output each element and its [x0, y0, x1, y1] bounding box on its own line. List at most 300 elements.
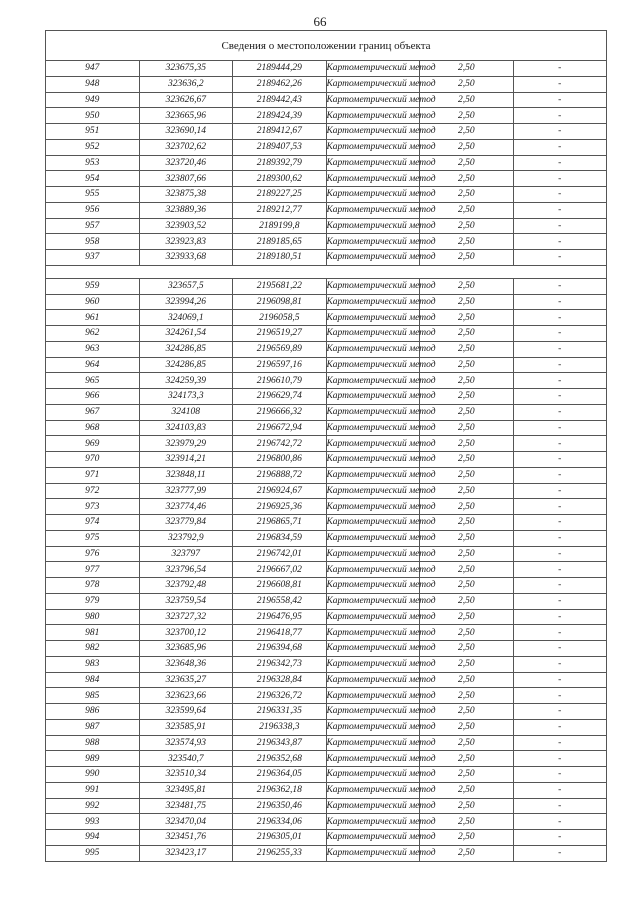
table-row — [46, 404, 607, 420]
method-cell: Картометрический метод — [326, 155, 420, 171]
x-coordinate-cell: 323626,67 — [139, 92, 233, 108]
x-coordinate-cell: 323759,54 — [139, 593, 233, 609]
note-cell: - — [513, 530, 607, 546]
x-coordinate-cell: 323675,35 — [139, 61, 233, 77]
x-coordinate-cell: 323665,96 — [139, 108, 233, 124]
accuracy-cell: 2,50 — [420, 278, 514, 294]
table-row — [46, 814, 607, 830]
y-coordinate-cell: 2196888,72 — [233, 467, 327, 483]
table-row — [46, 483, 607, 499]
y-coordinate-cell: 2189462,26 — [233, 76, 327, 92]
y-coordinate-cell: 2196558,42 — [233, 593, 327, 609]
group-separator-cell — [46, 265, 607, 278]
accuracy-cell: 2,50 — [420, 310, 514, 326]
x-coordinate-cell: 323635,27 — [139, 672, 233, 688]
x-coordinate-cell: 323792,48 — [139, 578, 233, 594]
table-row — [46, 278, 607, 294]
accuracy-cell: 2,50 — [420, 562, 514, 578]
accuracy-cell: 2,50 — [420, 124, 514, 140]
method-cell: Картометрический метод — [326, 171, 420, 187]
method-cell: Картометрический метод — [326, 688, 420, 704]
accuracy-cell: 2,50 — [420, 735, 514, 751]
point-number-cell: 956 — [46, 202, 140, 218]
accuracy-cell: 2,50 — [420, 341, 514, 357]
method-cell: Картометрический метод — [326, 92, 420, 108]
accuracy-cell: 2,50 — [420, 452, 514, 468]
y-coordinate-cell: 2196924,67 — [233, 483, 327, 499]
accuracy-cell: 2,50 — [420, 76, 514, 92]
note-cell: - — [513, 719, 607, 735]
point-number-cell: 969 — [46, 436, 140, 452]
accuracy-cell: 2,50 — [420, 845, 514, 861]
point-number-cell: 984 — [46, 672, 140, 688]
note-cell: - — [513, 218, 607, 234]
note-cell: - — [513, 578, 607, 594]
point-number-cell: 976 — [46, 546, 140, 562]
x-coordinate-cell: 323727,32 — [139, 609, 233, 625]
point-number-cell: 982 — [46, 641, 140, 657]
y-coordinate-cell: 2196742,72 — [233, 436, 327, 452]
accuracy-cell: 2,50 — [420, 578, 514, 594]
table-row — [46, 499, 607, 515]
table-row — [46, 656, 607, 672]
table-title: Сведения о местоположении границ объекта — [46, 31, 607, 61]
method-cell: Картометрический метод — [326, 609, 420, 625]
page-number: 66 — [313, 14, 327, 29]
note-cell: - — [513, 187, 607, 203]
x-coordinate-cell: 323779,84 — [139, 515, 233, 531]
y-coordinate-cell: 2189424,39 — [233, 108, 327, 124]
y-coordinate-cell: 2196742,01 — [233, 546, 327, 562]
note-cell: - — [513, 688, 607, 704]
table-row — [46, 609, 607, 625]
accuracy-cell: 2,50 — [420, 187, 514, 203]
note-cell: - — [513, 310, 607, 326]
table-row — [46, 515, 607, 531]
note-cell: - — [513, 625, 607, 641]
table-row — [46, 108, 607, 124]
y-coordinate-cell: 2196610,79 — [233, 373, 327, 389]
table-row — [46, 688, 607, 704]
accuracy-cell: 2,50 — [420, 139, 514, 155]
note-cell: - — [513, 593, 607, 609]
point-number-cell: 947 — [46, 61, 140, 77]
table-row — [46, 530, 607, 546]
boundary-coordinates-table — [45, 30, 607, 862]
point-number-cell: 950 — [46, 108, 140, 124]
x-coordinate-cell: 323510,34 — [139, 767, 233, 783]
x-coordinate-cell: 323540,7 — [139, 751, 233, 767]
note-cell: - — [513, 767, 607, 783]
note-cell: - — [513, 108, 607, 124]
method-cell: Картометрический метод — [326, 830, 420, 846]
y-coordinate-cell: 2196666,32 — [233, 404, 327, 420]
note-cell: - — [513, 250, 607, 266]
table-row — [46, 735, 607, 751]
method-cell: Картометрический метод — [326, 218, 420, 234]
note-cell: - — [513, 278, 607, 294]
point-number-cell: 992 — [46, 798, 140, 814]
table-row — [46, 782, 607, 798]
accuracy-cell: 2,50 — [420, 483, 514, 499]
point-number-cell: 989 — [46, 751, 140, 767]
y-coordinate-cell: 2196865,71 — [233, 515, 327, 531]
table-row — [46, 357, 607, 373]
note-cell: - — [513, 499, 607, 515]
table-row — [46, 294, 607, 310]
method-cell: Картометрический метод — [326, 326, 420, 342]
accuracy-cell: 2,50 — [420, 593, 514, 609]
point-number-cell: 993 — [46, 814, 140, 830]
x-coordinate-cell: 324108 — [139, 404, 233, 420]
y-coordinate-cell: 2196608,81 — [233, 578, 327, 594]
note-cell: - — [513, 139, 607, 155]
x-coordinate-cell: 324259,39 — [139, 373, 233, 389]
method-cell: Картометрический метод — [326, 139, 420, 155]
note-cell: - — [513, 404, 607, 420]
table-row — [46, 139, 607, 155]
note-cell: - — [513, 357, 607, 373]
method-cell: Картометрический метод — [326, 202, 420, 218]
method-cell: Картометрический метод — [326, 499, 420, 515]
y-coordinate-cell: 2196352,68 — [233, 751, 327, 767]
point-number-cell: 988 — [46, 735, 140, 751]
x-coordinate-cell: 324286,85 — [139, 357, 233, 373]
x-coordinate-cell: 323933,68 — [139, 250, 233, 266]
x-coordinate-cell: 323700,12 — [139, 625, 233, 641]
point-number-cell: 959 — [46, 278, 140, 294]
x-coordinate-cell: 323848,11 — [139, 467, 233, 483]
note-cell: - — [513, 546, 607, 562]
table-row — [46, 767, 607, 783]
table-title-row — [46, 31, 607, 61]
method-cell: Картометрический метод — [326, 234, 420, 250]
y-coordinate-cell: 2196058,5 — [233, 310, 327, 326]
point-number-cell: 974 — [46, 515, 140, 531]
table-row — [46, 578, 607, 594]
point-number-cell: 960 — [46, 294, 140, 310]
point-number-cell: 953 — [46, 155, 140, 171]
point-number-cell: 971 — [46, 467, 140, 483]
note-cell: - — [513, 704, 607, 720]
table-row — [46, 641, 607, 657]
table-row — [46, 467, 607, 483]
y-coordinate-cell: 2189199,8 — [233, 218, 327, 234]
y-coordinate-cell: 2196326,72 — [233, 688, 327, 704]
x-coordinate-cell: 323495,81 — [139, 782, 233, 798]
accuracy-cell: 2,50 — [420, 467, 514, 483]
y-coordinate-cell: 2196629,74 — [233, 389, 327, 405]
point-number-cell: 991 — [46, 782, 140, 798]
table-row — [46, 171, 607, 187]
accuracy-cell: 2,50 — [420, 61, 514, 77]
note-cell: - — [513, 326, 607, 342]
point-number-cell: 937 — [46, 250, 140, 266]
y-coordinate-cell: 2189407,53 — [233, 139, 327, 155]
method-cell: Картометрический метод — [326, 530, 420, 546]
accuracy-cell: 2,50 — [420, 688, 514, 704]
x-coordinate-cell: 323470,04 — [139, 814, 233, 830]
note-cell: - — [513, 294, 607, 310]
method-cell: Картометрический метод — [326, 436, 420, 452]
point-number-cell: 995 — [46, 845, 140, 861]
accuracy-cell: 2,50 — [420, 234, 514, 250]
y-coordinate-cell: 2196476,95 — [233, 609, 327, 625]
table-row — [46, 373, 607, 389]
accuracy-cell: 2,50 — [420, 499, 514, 515]
accuracy-cell: 2,50 — [420, 420, 514, 436]
table-row — [46, 389, 607, 405]
point-number-cell: 990 — [46, 767, 140, 783]
x-coordinate-cell: 323797 — [139, 546, 233, 562]
accuracy-cell: 2,50 — [420, 751, 514, 767]
point-number-cell: 983 — [46, 656, 140, 672]
accuracy-cell: 2,50 — [420, 294, 514, 310]
method-cell: Картометрический метод — [326, 278, 420, 294]
note-cell: - — [513, 609, 607, 625]
y-coordinate-cell: 2189212,77 — [233, 202, 327, 218]
y-coordinate-cell: 2189185,65 — [233, 234, 327, 250]
method-cell: Картометрический метод — [326, 641, 420, 657]
method-cell: Картометрический метод — [326, 61, 420, 77]
method-cell: Картометрический метод — [326, 452, 420, 468]
y-coordinate-cell: 2196834,59 — [233, 530, 327, 546]
x-coordinate-cell: 323657,5 — [139, 278, 233, 294]
x-coordinate-cell: 323685,96 — [139, 641, 233, 657]
point-number-cell: 975 — [46, 530, 140, 546]
table-row — [46, 845, 607, 861]
point-number-cell: 968 — [46, 420, 140, 436]
method-cell: Картометрический метод — [326, 515, 420, 531]
accuracy-cell: 2,50 — [420, 155, 514, 171]
method-cell: Картометрический метод — [326, 704, 420, 720]
y-coordinate-cell: 2195681,22 — [233, 278, 327, 294]
method-cell: Картометрический метод — [326, 578, 420, 594]
note-cell: - — [513, 798, 607, 814]
y-coordinate-cell: 2196342,73 — [233, 656, 327, 672]
x-coordinate-cell: 323636,2 — [139, 76, 233, 92]
y-coordinate-cell: 2189180,51 — [233, 250, 327, 266]
y-coordinate-cell: 2189392,79 — [233, 155, 327, 171]
accuracy-cell: 2,50 — [420, 250, 514, 266]
table-row — [46, 546, 607, 562]
point-number-cell: 973 — [46, 499, 140, 515]
x-coordinate-cell: 323574,93 — [139, 735, 233, 751]
x-coordinate-cell: 324103,83 — [139, 420, 233, 436]
y-coordinate-cell: 2196800,86 — [233, 452, 327, 468]
accuracy-cell: 2,50 — [420, 656, 514, 672]
method-cell: Картометрический метод — [326, 483, 420, 499]
x-coordinate-cell: 324286,85 — [139, 341, 233, 357]
method-cell: Картометрический метод — [326, 357, 420, 373]
y-coordinate-cell: 2196364,05 — [233, 767, 327, 783]
method-cell: Картометрический метод — [326, 719, 420, 735]
note-cell: - — [513, 814, 607, 830]
y-coordinate-cell: 2196394,68 — [233, 641, 327, 657]
y-coordinate-cell: 2189300,62 — [233, 171, 327, 187]
point-number-cell: 961 — [46, 310, 140, 326]
x-coordinate-cell: 323923,83 — [139, 234, 233, 250]
method-cell: Картометрический метод — [326, 735, 420, 751]
table-row — [46, 751, 607, 767]
point-number-cell: 967 — [46, 404, 140, 420]
table-row — [46, 326, 607, 342]
note-cell: - — [513, 234, 607, 250]
table-row — [46, 310, 607, 326]
x-coordinate-cell: 323599,64 — [139, 704, 233, 720]
note-cell: - — [513, 751, 607, 767]
method-cell: Картометрический метод — [326, 420, 420, 436]
table-row — [46, 341, 607, 357]
note-cell: - — [513, 61, 607, 77]
accuracy-cell: 2,50 — [420, 357, 514, 373]
x-coordinate-cell: 324261,54 — [139, 326, 233, 342]
note-cell: - — [513, 483, 607, 499]
note-cell: - — [513, 656, 607, 672]
point-number-cell: 978 — [46, 578, 140, 594]
y-coordinate-cell: 2196667,02 — [233, 562, 327, 578]
table-row — [46, 420, 607, 436]
point-number-cell: 965 — [46, 373, 140, 389]
method-cell: Картометрический метод — [326, 389, 420, 405]
table-row — [46, 92, 607, 108]
accuracy-cell: 2,50 — [420, 515, 514, 531]
note-cell: - — [513, 452, 607, 468]
accuracy-cell: 2,50 — [420, 436, 514, 452]
accuracy-cell: 2,50 — [420, 326, 514, 342]
method-cell: Картометрический метод — [326, 341, 420, 357]
method-cell: Картометрический метод — [326, 656, 420, 672]
x-coordinate-cell: 323875,38 — [139, 187, 233, 203]
table-row — [46, 124, 607, 140]
y-coordinate-cell: 2189412,67 — [233, 124, 327, 140]
y-coordinate-cell: 2196418,77 — [233, 625, 327, 641]
note-cell: - — [513, 202, 607, 218]
point-number-cell: 977 — [46, 562, 140, 578]
table-row — [46, 593, 607, 609]
table-row — [46, 234, 607, 250]
y-coordinate-cell: 2196305,01 — [233, 830, 327, 846]
table-row — [46, 830, 607, 846]
accuracy-cell: 2,50 — [420, 404, 514, 420]
method-cell: Картометрический метод — [326, 593, 420, 609]
point-number-cell: 958 — [46, 234, 140, 250]
point-number-cell: 985 — [46, 688, 140, 704]
y-coordinate-cell: 2196338,3 — [233, 719, 327, 735]
x-coordinate-cell: 323451,76 — [139, 830, 233, 846]
point-number-cell: 952 — [46, 139, 140, 155]
note-cell: - — [513, 92, 607, 108]
point-number-cell: 966 — [46, 389, 140, 405]
accuracy-cell: 2,50 — [420, 530, 514, 546]
method-cell: Картометрический метод — [326, 546, 420, 562]
x-coordinate-cell: 323690,14 — [139, 124, 233, 140]
accuracy-cell: 2,50 — [420, 625, 514, 641]
table-row — [46, 76, 607, 92]
x-coordinate-cell: 323796,54 — [139, 562, 233, 578]
point-number-cell: 949 — [46, 92, 140, 108]
y-coordinate-cell: 2196519,27 — [233, 326, 327, 342]
note-cell: - — [513, 76, 607, 92]
x-coordinate-cell: 323807,66 — [139, 171, 233, 187]
accuracy-cell: 2,50 — [420, 814, 514, 830]
table-row — [46, 202, 607, 218]
x-coordinate-cell: 323585,91 — [139, 719, 233, 735]
method-cell: Картометрический метод — [326, 814, 420, 830]
table-row — [46, 218, 607, 234]
y-coordinate-cell: 2189444,29 — [233, 61, 327, 77]
method-cell: Картометрический метод — [326, 467, 420, 483]
method-cell: Картометрический метод — [326, 294, 420, 310]
x-coordinate-cell: 323774,46 — [139, 499, 233, 515]
table-row — [46, 798, 607, 814]
point-number-cell: 955 — [46, 187, 140, 203]
method-cell: Картометрический метод — [326, 373, 420, 389]
x-coordinate-cell: 323979,29 — [139, 436, 233, 452]
y-coordinate-cell: 2196334,06 — [233, 814, 327, 830]
table-row — [46, 704, 607, 720]
note-cell: - — [513, 171, 607, 187]
accuracy-cell: 2,50 — [420, 389, 514, 405]
accuracy-cell: 2,50 — [420, 672, 514, 688]
note-cell: - — [513, 389, 607, 405]
table-row — [46, 719, 607, 735]
x-coordinate-cell: 324173,3 — [139, 389, 233, 405]
point-number-cell: 963 — [46, 341, 140, 357]
x-coordinate-cell: 323423,17 — [139, 845, 233, 861]
accuracy-cell: 2,50 — [420, 719, 514, 735]
point-number-cell: 948 — [46, 76, 140, 92]
table-row — [46, 436, 607, 452]
table-row — [46, 250, 607, 266]
method-cell: Картометрический метод — [326, 782, 420, 798]
y-coordinate-cell: 2196597,16 — [233, 357, 327, 373]
y-coordinate-cell: 2196672,94 — [233, 420, 327, 436]
x-coordinate-cell: 323777,99 — [139, 483, 233, 499]
note-cell: - — [513, 436, 607, 452]
note-cell: - — [513, 124, 607, 140]
method-cell: Картометрический метод — [326, 76, 420, 92]
accuracy-cell: 2,50 — [420, 218, 514, 234]
note-cell: - — [513, 467, 607, 483]
method-cell: Картометрический метод — [326, 404, 420, 420]
y-coordinate-cell: 2196569,89 — [233, 341, 327, 357]
note-cell: - — [513, 562, 607, 578]
point-number-cell: 979 — [46, 593, 140, 609]
method-cell: Картометрический метод — [326, 250, 420, 266]
table-row — [46, 625, 607, 641]
method-cell: Картометрический метод — [326, 108, 420, 124]
accuracy-cell: 2,50 — [420, 373, 514, 389]
note-cell: - — [513, 515, 607, 531]
x-coordinate-cell: 323903,52 — [139, 218, 233, 234]
note-cell: - — [513, 735, 607, 751]
method-cell: Картометрический метод — [326, 187, 420, 203]
accuracy-cell: 2,50 — [420, 798, 514, 814]
x-coordinate-cell: 323889,36 — [139, 202, 233, 218]
x-coordinate-cell: 323792,9 — [139, 530, 233, 546]
x-coordinate-cell: 323481,75 — [139, 798, 233, 814]
note-cell: - — [513, 420, 607, 436]
point-number-cell: 970 — [46, 452, 140, 468]
x-coordinate-cell: 323720,46 — [139, 155, 233, 171]
method-cell: Картометрический метод — [326, 672, 420, 688]
point-number-cell: 986 — [46, 704, 140, 720]
note-cell: - — [513, 155, 607, 171]
table-row — [46, 452, 607, 468]
accuracy-cell: 2,50 — [420, 92, 514, 108]
y-coordinate-cell: 2196925,36 — [233, 499, 327, 515]
